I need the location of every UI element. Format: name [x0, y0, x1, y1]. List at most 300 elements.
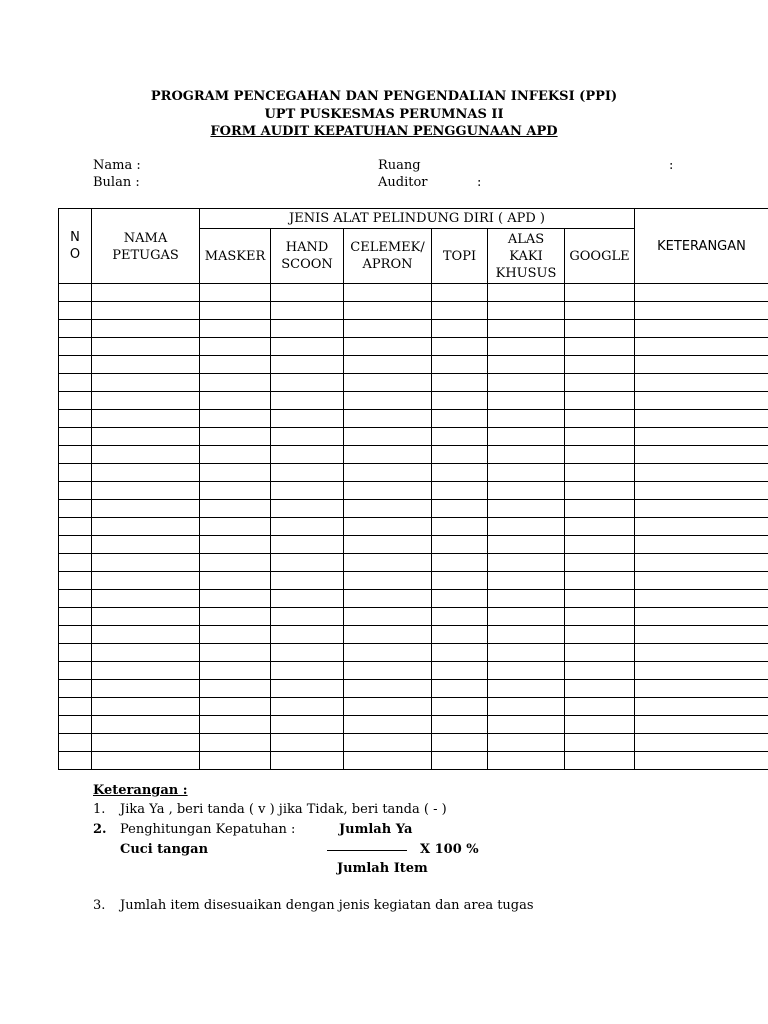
table-row [59, 626, 768, 644]
table-cell [635, 374, 768, 392]
formula-multiplier: X 100 % [420, 842, 479, 857]
table-cell [59, 374, 92, 392]
table-cell [432, 752, 488, 770]
bulan-label: Bulan : [93, 175, 140, 190]
table-cell [344, 590, 432, 608]
table-cell [565, 536, 635, 554]
table-cell [200, 680, 271, 698]
keterangan-title: Keterangan : [93, 783, 188, 798]
table-cell [635, 716, 768, 734]
table-cell [635, 482, 768, 500]
table-cell [488, 356, 565, 374]
table-row [59, 446, 768, 464]
celemek-apron-header [344, 229, 432, 284]
table-cell [432, 446, 488, 464]
table-cell [635, 302, 768, 320]
table-cell [200, 446, 271, 464]
note-1-text: Jika Ya , beri tanda ( v ) jika Tidak, beri tanda ( - ) [120, 802, 447, 817]
table-cell [59, 536, 92, 554]
apd-group-header: JENIS ALAT PELINDUNG DIRI ( APD ) [200, 209, 635, 229]
table-row [59, 680, 768, 698]
note-1-number: 1. [93, 802, 106, 817]
table-cell [92, 554, 200, 572]
table-cell [488, 410, 565, 428]
table-cell [200, 698, 271, 716]
topi-header: TOPI [432, 229, 488, 284]
no-header-o: O [69, 247, 81, 262]
table-cell [271, 590, 344, 608]
table-cell [344, 680, 432, 698]
table-cell [635, 608, 768, 626]
table-cell [200, 626, 271, 644]
masker-header: MASKER [200, 229, 271, 284]
table-cell [635, 626, 768, 644]
table-cell [488, 284, 565, 302]
table-cell [344, 446, 432, 464]
table-cell [432, 302, 488, 320]
table-cell [488, 608, 565, 626]
table-cell [92, 608, 200, 626]
nama-header-line2: PETUGAS [112, 248, 179, 263]
nama-header-line1: NAMA [123, 231, 168, 246]
table-cell [344, 536, 432, 554]
table-cell [635, 320, 768, 338]
table-row [59, 500, 768, 518]
table-cell [271, 734, 344, 752]
table-cell [59, 734, 92, 752]
table-cell [635, 446, 768, 464]
table-row [59, 518, 768, 536]
table-cell [200, 752, 271, 770]
table-cell [635, 554, 768, 572]
table-cell [92, 626, 200, 644]
table-cell [488, 590, 565, 608]
table-cell [271, 572, 344, 590]
table-cell [59, 500, 92, 518]
no-column-header [59, 209, 92, 284]
table-cell [200, 608, 271, 626]
table-cell [92, 374, 200, 392]
table-cell [432, 320, 488, 338]
table-cell [59, 284, 92, 302]
table-cell [92, 590, 200, 608]
table-cell [565, 590, 635, 608]
table-cell [92, 302, 200, 320]
table-cell [488, 338, 565, 356]
table-cell [565, 428, 635, 446]
table-row [59, 644, 768, 662]
table-cell [200, 554, 271, 572]
table-cell [432, 338, 488, 356]
table-row [59, 590, 768, 608]
table-cell [344, 428, 432, 446]
table-body [59, 284, 768, 770]
table-cell [271, 536, 344, 554]
table-row [59, 698, 768, 716]
table-cell [635, 284, 768, 302]
table-cell [488, 680, 565, 698]
table-cell [488, 392, 565, 410]
table-cell [344, 464, 432, 482]
formula-denominator: Jumlah Item [337, 861, 428, 876]
table-cell [200, 536, 271, 554]
table-cell [344, 626, 432, 644]
table-cell [92, 500, 200, 518]
table-cell [565, 392, 635, 410]
table-row [59, 554, 768, 572]
table-cell [432, 590, 488, 608]
table-cell [488, 752, 565, 770]
table-cell [635, 338, 768, 356]
table-cell [344, 662, 432, 680]
table-cell [59, 680, 92, 698]
table-cell [271, 626, 344, 644]
table-cell [565, 320, 635, 338]
table-cell [92, 698, 200, 716]
table-cell [488, 644, 565, 662]
table-cell [271, 320, 344, 338]
table-row [59, 536, 768, 554]
table-cell [92, 644, 200, 662]
table-cell [432, 392, 488, 410]
table-cell [92, 482, 200, 500]
table-cell [565, 716, 635, 734]
table-cell [488, 518, 565, 536]
table-row [59, 662, 768, 680]
table-cell [635, 752, 768, 770]
table-cell [271, 338, 344, 356]
table-cell [432, 608, 488, 626]
table-cell [344, 374, 432, 392]
table-cell [271, 752, 344, 770]
ruang-colon: : [669, 158, 674, 173]
table-cell [432, 680, 488, 698]
table-cell [59, 356, 92, 374]
table-cell [565, 482, 635, 500]
table-cell [565, 554, 635, 572]
table-cell [635, 428, 768, 446]
formula-numerator: Jumlah Ya [339, 822, 413, 837]
hand-scoon-header [271, 229, 344, 284]
table-cell [200, 590, 271, 608]
table-cell [565, 572, 635, 590]
table-cell [565, 356, 635, 374]
table-cell [200, 482, 271, 500]
table-cell [488, 446, 565, 464]
table-cell [200, 464, 271, 482]
table-cell [488, 482, 565, 500]
alas-header-line3: KHUSUS [495, 265, 557, 281]
table-cell [565, 734, 635, 752]
table-cell [271, 680, 344, 698]
table-cell [565, 662, 635, 680]
table-cell [344, 734, 432, 752]
table-cell [200, 662, 271, 680]
table-cell [432, 482, 488, 500]
table-cell [59, 320, 92, 338]
table-cell [271, 716, 344, 734]
table-cell [200, 284, 271, 302]
table-cell [271, 356, 344, 374]
note-3-text: Jumlah item disesuaikan dengan jenis kegiatan dan area tugas [120, 898, 534, 913]
table-cell [59, 590, 92, 608]
alas-header-line2: KAKI [509, 248, 543, 264]
form-title-program: PROGRAM PENCEGAHAN DAN PENGENDALIAN INFEKSI (PPI) [150, 89, 618, 104]
table-cell [488, 662, 565, 680]
auditor-colon: : [477, 175, 482, 190]
celemek-header-line2: APRON [362, 257, 413, 272]
table-cell [59, 698, 92, 716]
table-cell [200, 410, 271, 428]
table-cell [565, 518, 635, 536]
table-cell [635, 356, 768, 374]
form-title-audit: FORM AUDIT KEPATUHAN PENGGUNAAN APD [210, 124, 558, 139]
table-row [59, 428, 768, 446]
table-cell [635, 518, 768, 536]
table-cell [59, 626, 92, 644]
table-cell [92, 716, 200, 734]
table-cell [271, 662, 344, 680]
auditor-label: Auditor [378, 175, 428, 190]
table-cell [565, 446, 635, 464]
table-cell [59, 428, 92, 446]
table-cell [344, 698, 432, 716]
table-row [59, 338, 768, 356]
table-cell [565, 374, 635, 392]
table-cell [92, 320, 200, 338]
table-cell [200, 716, 271, 734]
table-cell [344, 302, 432, 320]
table-cell [92, 680, 200, 698]
table-cell [344, 608, 432, 626]
table-cell [200, 734, 271, 752]
table-row [59, 464, 768, 482]
table-cell [432, 284, 488, 302]
table-cell [432, 734, 488, 752]
table-cell [488, 464, 565, 482]
table-cell [488, 302, 565, 320]
table-cell [432, 698, 488, 716]
table-cell [565, 698, 635, 716]
table-cell [92, 392, 200, 410]
table-cell [488, 698, 565, 716]
table-cell [488, 374, 565, 392]
table-cell [635, 536, 768, 554]
table-cell [432, 716, 488, 734]
table-cell [271, 392, 344, 410]
table-cell [92, 464, 200, 482]
table-cell [59, 518, 92, 536]
table-cell [635, 698, 768, 716]
table-cell [635, 464, 768, 482]
table-cell [635, 392, 768, 410]
table-cell [635, 590, 768, 608]
table-cell [92, 662, 200, 680]
table-cell [432, 428, 488, 446]
table-cell [565, 752, 635, 770]
table-cell [432, 356, 488, 374]
table-row [59, 356, 768, 374]
ruang-label: Ruang [378, 158, 421, 173]
table-row [59, 320, 768, 338]
google-header: GOOGLE [565, 229, 635, 284]
table-cell [271, 608, 344, 626]
table-cell [565, 410, 635, 428]
table-cell [92, 572, 200, 590]
table-cell [432, 536, 488, 554]
table-cell [432, 662, 488, 680]
table-cell [344, 482, 432, 500]
table-cell [271, 518, 344, 536]
table-cell [92, 410, 200, 428]
table-cell [59, 752, 92, 770]
table-cell [92, 356, 200, 374]
note-2-number: 2. [93, 822, 107, 837]
table-cell [432, 572, 488, 590]
table-cell [344, 554, 432, 572]
table-cell [344, 284, 432, 302]
table-cell [488, 500, 565, 518]
formula-fraction-line [327, 850, 407, 851]
table-cell [200, 356, 271, 374]
table-cell [92, 428, 200, 446]
note-2-text: Penghitungan Kepatuhan : [120, 822, 296, 837]
keterangan-column-header: KETERANGAN [635, 209, 768, 284]
table-cell [565, 302, 635, 320]
table-row [59, 608, 768, 626]
table-cell [92, 446, 200, 464]
table-cell [271, 302, 344, 320]
table-cell [635, 500, 768, 518]
table-cell [432, 410, 488, 428]
table-cell [344, 752, 432, 770]
table-cell [200, 392, 271, 410]
table-cell [344, 392, 432, 410]
table-cell [271, 500, 344, 518]
table-cell [432, 554, 488, 572]
table-cell [59, 608, 92, 626]
alas-header-line1: ALAS [507, 231, 545, 247]
table-cell [635, 644, 768, 662]
hand-header-line2: SCOON [281, 257, 333, 272]
table-cell [565, 680, 635, 698]
table-row [59, 284, 768, 302]
table-cell [344, 518, 432, 536]
table-cell [488, 734, 565, 752]
table-cell [565, 284, 635, 302]
hand-header-line1: HAND [285, 240, 329, 255]
table-cell [432, 464, 488, 482]
table-cell [59, 392, 92, 410]
table-cell [59, 410, 92, 428]
table-cell [59, 644, 92, 662]
table-cell [200, 428, 271, 446]
form-title-puskesmas: UPT PUSKESMAS PERUMNAS II [264, 107, 504, 122]
table-cell [271, 554, 344, 572]
table-cell [59, 662, 92, 680]
table-cell [344, 644, 432, 662]
table-row [59, 716, 768, 734]
table-cell [92, 518, 200, 536]
table-cell [488, 536, 565, 554]
table-row [59, 410, 768, 428]
table-cell [344, 716, 432, 734]
table-cell [488, 572, 565, 590]
table-cell [200, 338, 271, 356]
table-cell [565, 608, 635, 626]
table-cell [200, 644, 271, 662]
table-cell [92, 338, 200, 356]
table-cell [200, 518, 271, 536]
table-cell [344, 356, 432, 374]
table-cell [200, 572, 271, 590]
table-cell [344, 500, 432, 518]
table-cell [344, 572, 432, 590]
table-cell [344, 338, 432, 356]
table-cell [200, 374, 271, 392]
table-cell [271, 410, 344, 428]
table-cell [432, 500, 488, 518]
table-cell [271, 644, 344, 662]
table-cell [565, 464, 635, 482]
table-row [59, 734, 768, 752]
table-cell [59, 446, 92, 464]
table-cell [271, 698, 344, 716]
cuci-tangan-label: Cuci tangan [120, 842, 209, 857]
table-cell [92, 734, 200, 752]
table-cell [59, 464, 92, 482]
table-cell [271, 374, 344, 392]
table-cell [344, 320, 432, 338]
table-cell [271, 464, 344, 482]
table-cell [59, 338, 92, 356]
table-cell [200, 320, 271, 338]
table-cell [200, 302, 271, 320]
table-cell [565, 626, 635, 644]
nama-label: Nama : [93, 158, 141, 173]
table-cell [635, 734, 768, 752]
table-cell [271, 428, 344, 446]
table-row [59, 392, 768, 410]
table-cell [271, 482, 344, 500]
table-cell [92, 752, 200, 770]
table-cell [635, 572, 768, 590]
table-cell [565, 644, 635, 662]
table-cell [488, 626, 565, 644]
table-cell [59, 716, 92, 734]
table-cell [432, 518, 488, 536]
table-cell [488, 554, 565, 572]
note-3-number: 3. [93, 898, 106, 913]
table-cell [488, 716, 565, 734]
table-row [59, 572, 768, 590]
table-cell [92, 284, 200, 302]
table-cell [59, 482, 92, 500]
table-cell [59, 572, 92, 590]
table-row [59, 752, 768, 770]
table-row [59, 302, 768, 320]
table-cell [59, 302, 92, 320]
table-row [59, 374, 768, 392]
table-row [59, 482, 768, 500]
alas-kaki-khusus-header [488, 229, 565, 284]
no-header-n: N [70, 230, 80, 245]
table-cell [635, 410, 768, 428]
table-cell [59, 554, 92, 572]
table-cell [92, 536, 200, 554]
table-cell [432, 626, 488, 644]
table-cell [200, 500, 271, 518]
